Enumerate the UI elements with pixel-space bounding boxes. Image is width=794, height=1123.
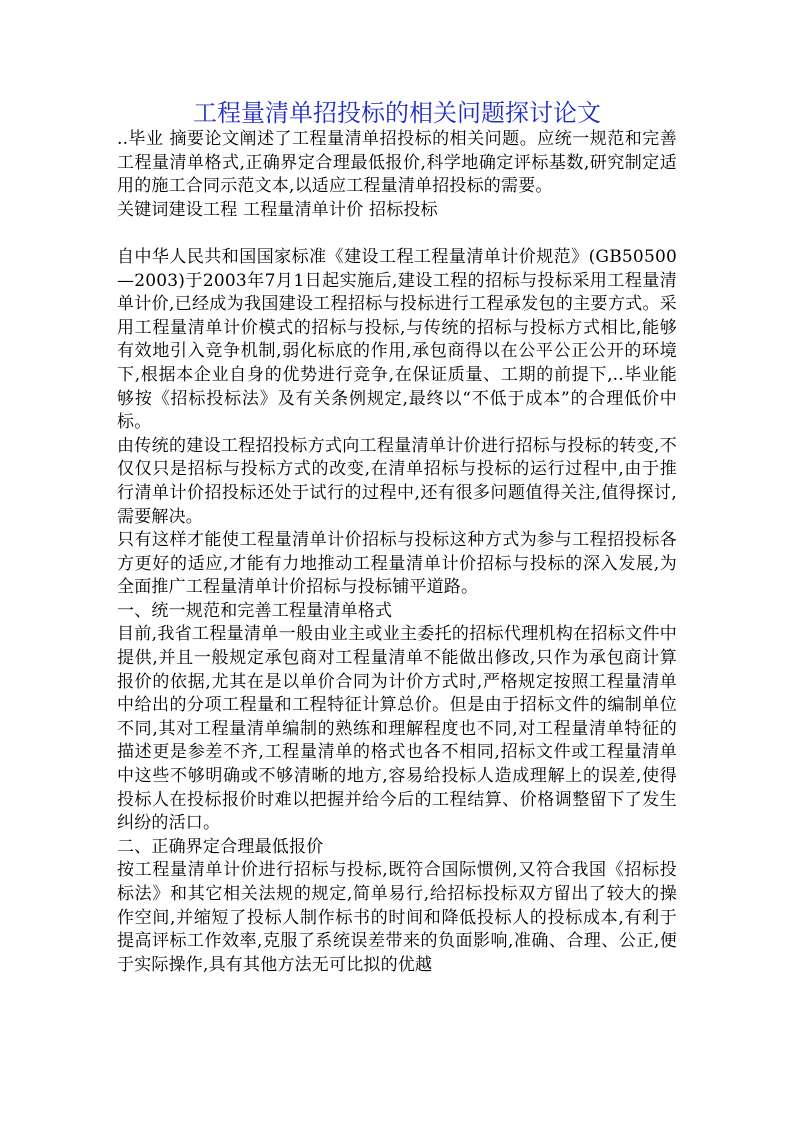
document-page bbox=[117, 98, 677, 977]
body-paragraph: 按工程量清单计价进行招标与投标,既符合国际惯例,又符合我国《招标投标法》和其它相关法规的规定,简单易行,给招标投标双方留出了较大的操作空间,并缩短了投标人制作标书的时间和降低投标人的投标成本,有利于提高评标工作效率,克服了系统误差带来的负面影响,准确、合理、公正,便于实际操作,具有其他方法无可比拟的优越 bbox=[117, 860, 677, 975]
body-paragraph: 自中华人民共和国国家标准《建设工程工程量清单计价规范》(GB50500—2003)于2003年7月1日起实施后,建设工程的招标与投标采用工程量清单计价,已经成为我国建设工程招标与投标进行工程承发包的主要方式。采用工程量清单计价模式的招标与投标,与传统的招标与投标方式相比,能够有效地引入竞争机制,弱化标底的作用,承包商得以在公平公正公开的环境下,根据本企业自身的优势进行竞争,在保证质量、工期的前提下,..毕业能够按《招标投标法》及有关条例规定,最终以“不低于成本”的合理低价中标。 bbox=[117, 246, 677, 433]
section-heading: 二、正确界定合理最低报价 bbox=[117, 836, 324, 857]
body-paragraph: 只有这样才能使工程量清单计价招标与投标这种方式为参与工程招投标各方更好的适应,才能有力地推动工程量清单计价招标与投标的深入发展,为全面推广工程量清单计价招标与投标铺平道路。 bbox=[117, 530, 677, 598]
body-paragraph: 目前,我省工程量清单一般由业主或业主委托的招标代理机构在招标文件中提供,并且一般规定承包商对工程量清单不能做出修改,只作为承包商计算报价的依据,尤其在是以单价合同为计价方式时,严格规定按照工程量清单中给出的分项工程量和工程特征计算总价。但是由于招标文件的编制单位不同,其对工程量清单编制的熟练和理解程度也不同,对工程量清单特征的描述更是参差不齐,工程量清单的格式也各不相同,招标文件或工程量清单中这些不够明确或不够清晰的地方,容易给投标人造成理解上的误差,使得投标人在投标报价时难以把握并给今后的工程结算、价格调整留下了发生纠纷的活口。 bbox=[117, 624, 677, 834]
keywords-line: 关键词建设工程 工程量清单计价 招标投标 bbox=[117, 199, 438, 220]
abstract-paragraph: ..毕业 摘要论文阐述了工程量清单招投标的相关问题。应统一规范和完善工程量清单格式,正确界定合理最低报价,科学地确定评标基数,研究制定适用的施工合同示范文本,以适应工程量清单招投标的需要。 bbox=[117, 129, 677, 197]
document-title: 工程量清单招投标的相关问题探讨论文 bbox=[193, 99, 601, 127]
body-paragraph: 由传统的建设工程招投标方式向工程量清单计价进行招标与投标的转变,不仅仅只是招标与投标方式的改变,在清单招标与投标的运行过程中,由于推行清单计价招投标还处于试行的过程中,还有很多问题值得关注,值得探讨,需要解决。 bbox=[117, 435, 677, 527]
section-heading: 一、统一规范和完善工程量清单格式 bbox=[117, 600, 393, 621]
blank-line bbox=[117, 222, 677, 246]
